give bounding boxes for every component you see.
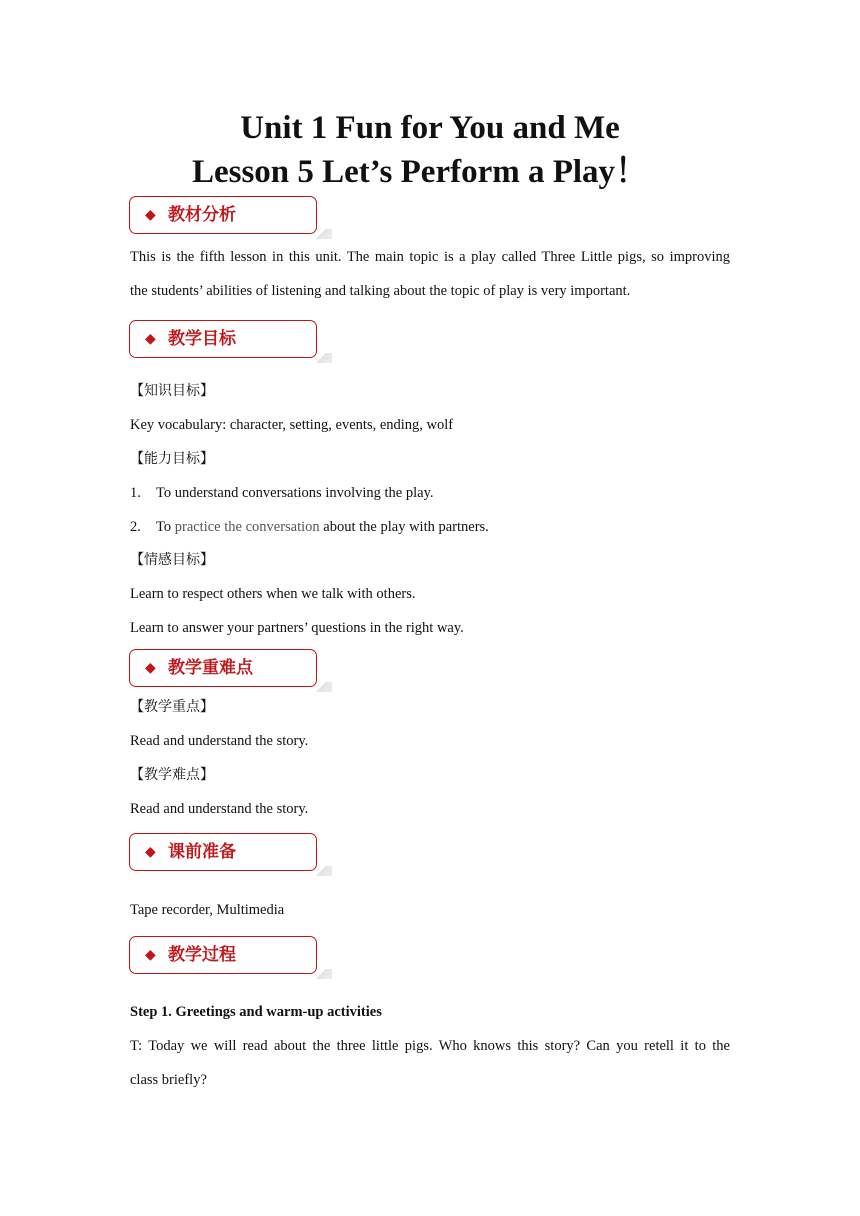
section-header-preparation — [129, 833, 317, 871]
header-shadow — [312, 682, 332, 692]
section-heading: 教学重难点 — [168, 658, 253, 678]
section-heading: 教学过程 — [168, 945, 236, 965]
analysis-text-line2: the students’ abilities of listening and talking about the topic of play is very important. — [130, 283, 631, 299]
focus-label: 【教学重点】 — [130, 699, 214, 715]
header-shadow — [312, 866, 332, 876]
emotion-line-2: Learn to answer your partners’ questions in the right way. — [130, 620, 464, 636]
list-text-a: To — [156, 519, 175, 535]
lesson-title: Lesson 5 Let’s Perform a Play！ — [191, 154, 649, 190]
list-text: To understand conversations involving the play. — [156, 485, 434, 501]
section-header-keypoints — [129, 649, 317, 687]
list-text-c: about the play with partners. — [319, 519, 489, 535]
knowledge-label: 【知识目标】 — [130, 383, 214, 399]
section-heading: 教材分析 — [168, 205, 236, 225]
diamond-icon: ◆ — [145, 947, 156, 963]
header-shadow — [312, 229, 332, 239]
diamond-icon: ◆ — [145, 660, 156, 676]
ability-item-2 — [130, 517, 730, 537]
ability-item-1 — [130, 483, 730, 503]
emotion-label: 【情感目标】 — [130, 552, 214, 568]
section-header-objectives — [129, 320, 317, 358]
section-header-analysis — [129, 196, 317, 234]
analysis-text-line1: This is the fifth lesson in this unit. The main topic is a play called Three Little pigs, so improving — [130, 249, 730, 265]
step1-text-line2: class briefly? — [130, 1072, 207, 1088]
unit-title: Unit 1 Fun for You and Me — [240, 110, 620, 146]
section-heading: 课前准备 — [168, 842, 236, 862]
preparation-text: Tape recorder, Multimedia — [130, 902, 285, 918]
section-header-process — [129, 936, 317, 974]
step1-title: Step 1. Greetings and warm-up activities — [130, 1004, 382, 1020]
emotion-line-1: Learn to respect others when we talk with others. — [130, 586, 416, 602]
difficulty-text: Read and understand the story. — [130, 801, 309, 817]
difficulty-label: 【教学难点】 — [130, 767, 214, 783]
ability-label: 【能力目标】 — [130, 451, 214, 467]
diamond-icon: ◆ — [145, 844, 156, 860]
list-text-b: practice the conversation — [174, 519, 320, 535]
list-number: 1. — [130, 485, 141, 501]
focus-text: Read and understand the story. — [130, 733, 309, 749]
list-number: 2. — [130, 519, 141, 535]
knowledge-text: Key vocabulary: character, setting, events, ending, wolf — [130, 417, 454, 433]
header-shadow — [312, 353, 332, 363]
header-shadow — [312, 969, 332, 979]
diamond-icon: ◆ — [145, 331, 156, 347]
section-heading: 教学目标 — [168, 329, 236, 349]
diamond-icon: ◆ — [145, 207, 156, 223]
step1-text-line1: T: Today we will read about the three little pigs. Who knows this story? Can you retell it to the — [130, 1038, 730, 1054]
